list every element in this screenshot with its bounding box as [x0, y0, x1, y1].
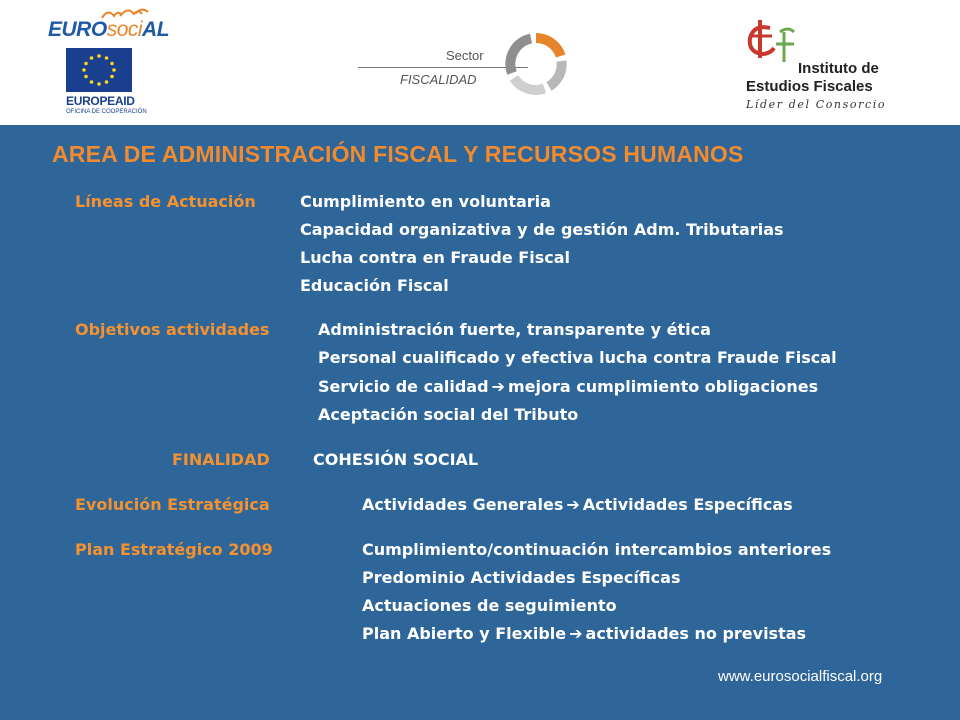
- ief-tagline: Líder del Consorcio: [746, 98, 887, 111]
- objetivos-item-part: Servicio de calidad: [318, 377, 489, 396]
- objetivos-label: Objetivos actividades: [75, 320, 270, 339]
- evolucion-label: Evolución Estratégica: [75, 495, 270, 514]
- lineas-item: Cumplimiento en voluntaria: [300, 192, 551, 211]
- objetivos-item: Personal cualificado y efectiva lucha contra Fraude Fiscal: [318, 348, 837, 367]
- eurosocial-logo: [48, 6, 170, 118]
- objetivos-item: [318, 377, 818, 396]
- ief-logo: [740, 18, 910, 118]
- lineas-item: Educación Fiscal: [300, 276, 449, 295]
- ief-monogram-icon: [740, 18, 798, 78]
- arrow-right-icon: ➔: [566, 495, 580, 514]
- objetivos-item: Administración fuerte, transparente y ética: [318, 320, 711, 339]
- objetivos-item: Aceptación social del Tributo: [318, 405, 579, 424]
- lineas-item: Lucha contra en Fraude Fiscal: [300, 248, 570, 267]
- page-title: AREA DE ADMINISTRACIÓN FISCAL Y RECURSOS HUMANOS: [52, 141, 744, 167]
- plan-label: Plan Estratégico 2009: [75, 540, 273, 559]
- oficina-label: OFICINA DE COOPERACIÓN: [66, 109, 147, 115]
- plan-item: Actuaciones de seguimiento: [362, 596, 617, 615]
- lineas-label: Líneas de Actuación: [75, 192, 256, 211]
- arrow-right-icon: ➔: [491, 377, 505, 396]
- segmented-ring-icon: [504, 32, 568, 96]
- evolucion-value-part: Actividades Específicas: [582, 495, 793, 514]
- objetivos-item-part: mejora cumplimiento obligaciones: [507, 377, 819, 396]
- arrow-right-icon: ➔: [569, 624, 583, 643]
- plan-item: Cumplimiento/continuación intercambios anteriores: [362, 540, 832, 559]
- finalidad-label: FINALIDAD: [172, 450, 270, 469]
- eu-flag-icon: [66, 48, 132, 92]
- finalidad-value: COHESIÓN SOCIAL: [313, 450, 479, 469]
- ief-name-line2: Estudios Fiscales: [746, 78, 873, 95]
- plan-item-part: Plan Abierto y Flexible: [362, 624, 567, 643]
- evolucion-value: [362, 495, 793, 514]
- sector-fiscalidad-logo: [358, 30, 568, 102]
- fiscalidad-word: FISCALIDAD: [400, 72, 477, 87]
- plan-item: Predominio Actividades Específicas: [362, 568, 681, 587]
- plan-item: [362, 624, 806, 643]
- website-link[interactable]: www.eurosocialfiscal.org: [718, 668, 883, 685]
- sector-divider: [358, 67, 528, 68]
- ief-name-line1: Instituto de: [798, 60, 879, 77]
- europeaid-label: EUROPEAID: [66, 94, 135, 108]
- plan-item-part: actividades no previstas: [585, 624, 807, 643]
- lineas-item: Capacidad organizativa y de gestión Adm. Tributarias: [300, 220, 784, 239]
- header: [0, 0, 960, 125]
- evolucion-value-part: Actividades Generales: [362, 495, 564, 514]
- sector-word: Sector: [446, 48, 484, 63]
- eurosocial-wordmark: EUROsociAL: [48, 18, 170, 41]
